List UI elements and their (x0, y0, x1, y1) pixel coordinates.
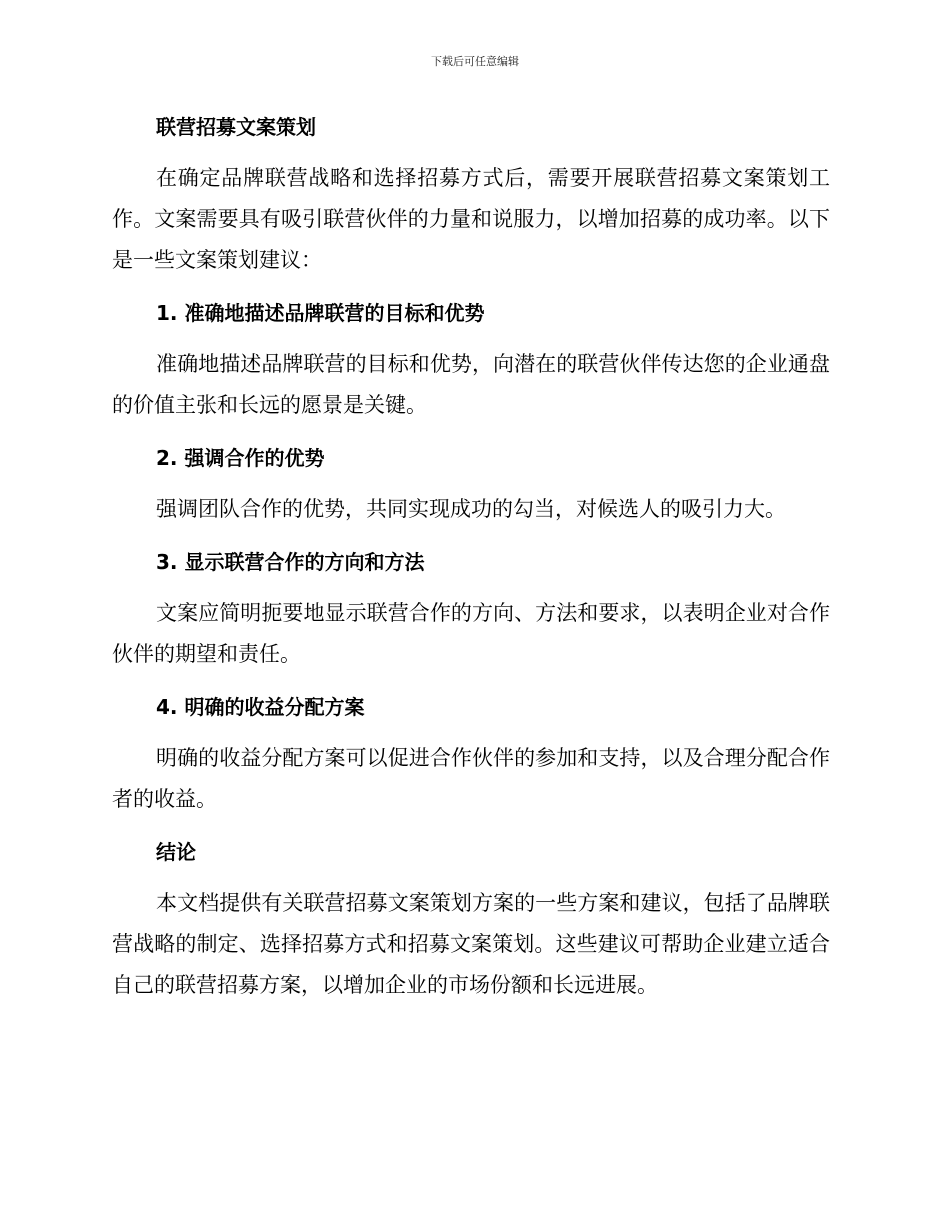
section-2-heading: 2. 强调合作的优势 (156, 446, 325, 470)
intro-paragraph: 在确定品牌联营战略和选择招募方式后，需要开展联营招募文案策划工作。文案需要具有吸引联营伙伴的力量和说服力，以增加招募的成功率。以下是一些文案策划建议： (112, 166, 830, 272)
section-3-paragraph: 文案应简明扼要地显示联营合作的方向、方法和要求，以表明企业对合作伙伴的期望和责任。 (112, 601, 830, 666)
section-2-paragraph: 强调团队合作的优势，共同实现成功的勾当，对候选人的吸引力大。 (156, 497, 786, 521)
conclusion-heading: 结论 (156, 840, 196, 864)
section-4-paragraph: 明确的收益分配方案可以促进合作伙伴的参加和支持，以及合理分配合作者的收益。 (112, 746, 830, 811)
section-1-heading: 1. 准确地描述品牌联营的目标和优势 (156, 301, 485, 325)
document-title: 联营招募文案策划 (156, 115, 316, 139)
conclusion-paragraph: 本文档提供有关联营招募文案策划方案的一些方案和建议，包括了品牌联营战略的制定、选择招募方式和招募文案策划。这些建议可帮助企业建立适合自己的联营招募方案，以增加企业的市场份额和长远进展。 (112, 891, 830, 997)
section-1-paragraph: 准确地描述品牌联营的目标和优势，向潜在的联营伙伴传达您的企业通盘的价值主张和长远的愿景是关键。 (112, 352, 830, 417)
document-body (112, 107, 830, 1006)
page-header-note: 下载后可任意编辑 (431, 55, 519, 68)
section-4-heading: 4. 明确的收益分配方案 (156, 695, 365, 719)
section-3-heading: 3. 显示联营合作的方向和方法 (156, 550, 425, 574)
